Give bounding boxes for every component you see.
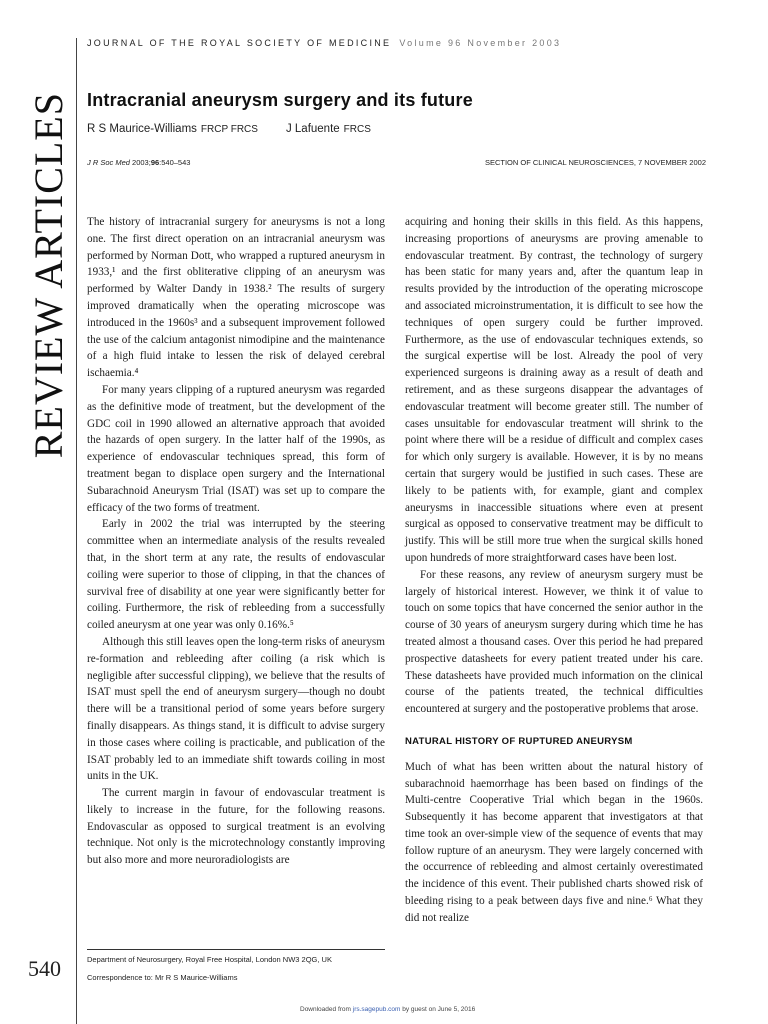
paragraph: For many years clipping of a ruptured aneurysm was regarded as the definitive mode of treatment, but the development of the GDC coil in 1990 allowed an alternative approach that avoided the hazards of open surgery. In the latter half of the 1990s, as experience of endovascular techniques spread, this form of treatment began to displace open surgery and the International Subarachnoid Aneurysm Trial (ISAT) was set up to compare the efficacy of the two forms of treatment.: [87, 383, 385, 514]
paragraph: Although this still leaves open the long-term risks of aneurysm re-formation and rebleeding after coiling (a risk which is negligible after successful clipping), we believe that the results of ISAT must spell the end of aneurysm surgery—though no doubt there will be a transitional period of some years before surgery finally disappears. As things stand, it is difficult to advise surgery in those cases where coiling is practicable, and publication of the ISAT probably led to an immediate shift towards coiling in most units in the UK.: [87, 635, 385, 783]
paragraph: acquiring and honing their skills in this field. As this happens, increasing proportions of aneurysms are proving amenable to endovascular treatment. By contrast, the technology of surgery has been static for many years and, after the quantum leap in results provided by the introduction of the operating microscope and associated microinstrumentation, it is difficult to see how the techniques of open surgery could be further improved. Furthermore, as the use of endovascular techniques extends, so the surgical expertise will be lost. Already the pool of very experienced surgeons is draining away as a result of death and retirement, and as these surgeons disappear the advantages of endovascular treatment will become greater still. The number of cases unsuitable for endovascular treatment will shrink to the point where there will be a residue of difficult and complex cases for which only surgery is available. However, it is by no means certain that surgery would be justified in such cases. These are likely to be patients with, for example, giant and complex aneurysms in inaccessible situations where even at present surgical as opposed to conservative treatment may be difficult to justify. This will be still more true when the surgical skills honed upon hundreds of more straightforward cases have been lost.: [405, 216, 703, 564]
paragraph: Much of what has been written about the natural history of subarachnoid haemorrhage has been based on findings of the Multi-centre Cooperative Trial which began in the 1960s. Subsequently it has become apparent that investigators at that time took an over-simple view of the sequence of events that may follow rupture of an aneurysm. They were largely concerned with the occurrence of rebleeding and almost certainly overestimated the incidence of this event. Their published charts showed risk of bleeding rising to a peak between days five and nine.⁶ What they did not realize: [405, 760, 703, 924]
citation: J R Soc Med 2003;96:540–543: [87, 158, 191, 167]
left-column: [87, 214, 385, 869]
author-line: [87, 123, 371, 135]
paragraph: Early in 2002 the trial was interrupted by the steering committee when an intermediate analysis of the results revealed that, in the short term at any rate, the results of endovascular coiling were superior to those of clipping, in that the chances of survival free of disability at one year were significantly better for coiling. Furthermore, the risk of rebleeding from a successfully coiled aneurysm at one year was only 0.16%.⁵: [87, 518, 385, 632]
right-column: [405, 214, 703, 927]
paragraph: The history of intracranial surgery for aneurysms is not a long one. The first direct operation on an intracranial aneurysm was performed by Norman Dott, who wrapped a ruptured aneurysm in 1933,¹ and the first obliterative clipping of an aneurysm was performed by Walter Dandy in 1938.² The results of surgery improved dramatically when the operating microscope was introduced in the 1960s³ and a subsequent improvement followed the use of the calcium antagonist nimodipine and the maintenance of a high fluid intake to lessen the risk of delayed cerebral ischaemia.⁴: [87, 216, 385, 380]
download-notice: Downloaded from jrs.sagepub.com by guest on June 5, 2016: [300, 1006, 476, 1013]
volume-info: Volume 96 November 2003: [399, 38, 562, 48]
author-1: R S Maurice-Williams: [87, 123, 197, 135]
section-label-vertical: REVIEW ARTICLES: [26, 92, 71, 459]
footnote-rule: [87, 949, 385, 950]
journal-name: JOURNAL OF THE ROYAL SOCIETY OF MEDICINE: [87, 38, 392, 48]
vertical-rule: [76, 38, 77, 1024]
page-number: 540: [28, 956, 61, 981]
correspondence-footnote: Correspondence to: Mr R S Maurice-Williams: [87, 973, 238, 982]
running-head: [87, 38, 561, 48]
author-2-degrees: FRCS: [343, 124, 371, 135]
affiliation-footnote: Department of Neurosurgery, Royal Free Hospital, London NW3 2QG, UK: [87, 955, 332, 964]
author-2: J Lafuente: [285, 123, 340, 135]
paragraph: For these reasons, any review of aneurysm surgery must be largely of historical interest. However, we think it of value to touch on some topics that have concerned the senior author in the course of 30 years of aneurysm surgery during which time he has treated almost a thousand cases. Over this period he had prepared prospective datasheets for every patient treated under his care. These datasheets have provided much information on the clinical course of the patients treated, the technical difficulties encountered at surgery and the postoperative problems that arose.: [405, 568, 703, 716]
author-1-degrees: FRCP FRCS: [200, 124, 258, 135]
section-line: SECTION OF CLINICAL NEUROSCIENCES, 7 NOVEMBER 2002: [484, 158, 706, 167]
section-heading: NATURAL HISTORY OF RUPTURED ANEURYSM: [405, 735, 633, 747]
source-link[interactable]: jrs.sagepub.com: [352, 1006, 401, 1013]
paragraph: The current margin in favour of endovascular treatment is likely to increase in the future, for the following reasons. Endovascular as opposed to surgical treatment is an evolving technique. Not only is the microtechnology constantly improving but also more and more neuroradiologists are: [87, 787, 385, 867]
article-title: Intracranial aneurysm surgery and its future: [87, 90, 473, 110]
side-banner: [0, 0, 76, 1024]
